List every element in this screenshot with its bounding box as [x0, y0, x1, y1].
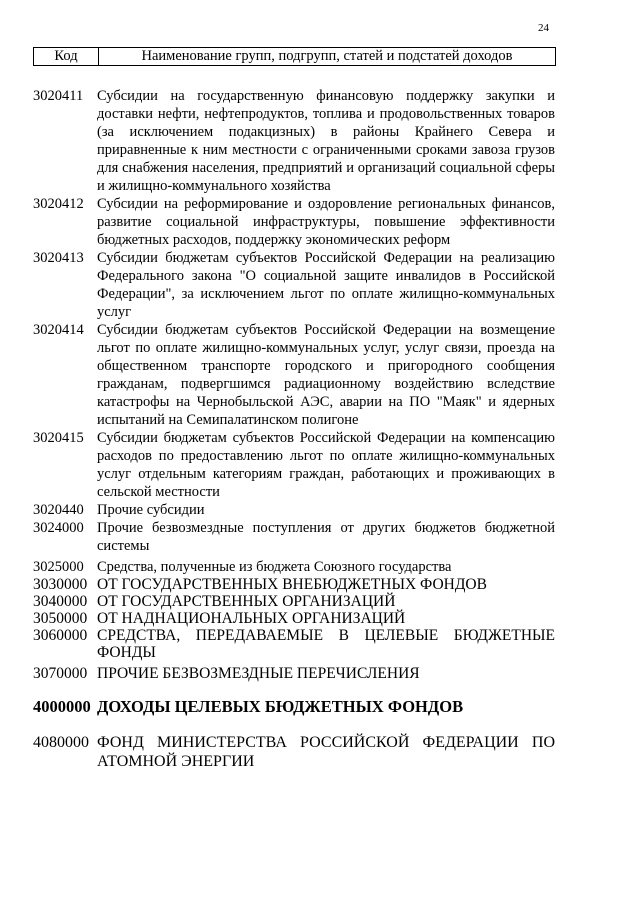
row-code: 3020413	[33, 250, 84, 266]
row-text: ФОНД МИНИСТЕРСТВА РОССИЙСКОЙ ФЕДЕРАЦИИ ПО АТОМНОЙ ЭНЕРГИИ	[97, 734, 555, 770]
row-text: Субсидии бюджетам субъектов Российской Федерации на компенсацию расходов по предоставлению льгот по оплате жилищно-коммунальных услуг отдельным категориям граждан, работающих и проживающих в сельской местности	[97, 430, 555, 500]
row-text: Прочие субсидии	[97, 502, 205, 518]
table-row	[33, 627, 555, 661]
table-row	[33, 733, 555, 771]
row-code: 3020412	[33, 196, 84, 212]
table-header	[33, 47, 556, 66]
table-row	[33, 519, 555, 555]
row-code: 3030000	[33, 576, 88, 593]
table-row	[33, 576, 555, 593]
table-row	[33, 249, 555, 321]
row-code: 3050000	[33, 610, 88, 627]
row-code: 4000000	[33, 697, 91, 716]
row-code: 3025000	[33, 559, 84, 575]
row-text: ОТ ГОСУДАРСТВЕННЫХ ОРГАНИЗАЦИЙ	[97, 593, 396, 610]
table-row	[33, 87, 555, 195]
table-row	[33, 558, 555, 576]
row-text: ПРОЧИЕ БЕЗВОЗМЕЗДНЫЕ ПЕРЕЧИСЛЕНИЯ	[97, 665, 420, 682]
page-number: 24	[538, 22, 549, 34]
income-classification-list	[33, 87, 555, 771]
table-row	[33, 593, 555, 610]
row-code: 3020411	[33, 88, 84, 104]
row-code: 3060000	[33, 627, 88, 644]
table-row	[33, 501, 555, 519]
row-text: ОТ НАДНАЦИОНАЛЬНЫХ ОРГАНИЗАЦИЙ	[97, 610, 406, 627]
row-text: ОТ ГОСУДАРСТВЕННЫХ ВНЕБЮДЖЕТНЫХ ФОНДОВ	[97, 576, 487, 593]
row-text: Прочие безвозмездные поступления от других бюджетов бюджетной системы	[97, 520, 555, 554]
row-text: Субсидии на государственную финансовую поддержку закупки и доставки нефти, нефтепродуктов, топлива и продовольственных товаров (за исключением подакцизных) в районы Крайнего Севера и приравненные к ним местности с ограниченными сроками завоза грузов для снабжения населения, предприятий и организаций социальной сферы и жилищно-коммунального хозяйства	[97, 88, 555, 194]
row-code: 3020414	[33, 322, 84, 338]
section-heading-row	[33, 697, 555, 716]
row-text: Средства, полученные из бюджета Союзного государства	[97, 559, 452, 575]
table-row	[33, 321, 555, 429]
row-code: 3020440	[33, 502, 84, 518]
row-text: ДОХОДЫ ЦЕЛЕВЫХ БЮДЖЕТНЫХ ФОНДОВ	[97, 697, 464, 716]
table-row	[33, 610, 555, 627]
row-code: 4080000	[33, 734, 89, 751]
header-code-column: Код	[34, 48, 99, 65]
table-row	[33, 195, 555, 249]
row-text: Субсидии бюджетам субъектов Российской Федерации на возмещение льгот по оплате жилищно-коммунальных услуг, услуг связи, проезда на общественном транспорте городского и пригородного сообщения гражданам, подвергшимся радиационному воздействию вследствие катастрофы на Чернобыльской АЭС, аварии на ПО "Маяк" и ядерных испытаний на Семипалатинском полигоне	[97, 322, 555, 428]
row-code: 3020415	[33, 430, 84, 446]
table-row	[33, 429, 555, 501]
table-row	[33, 665, 555, 682]
row-code: 3040000	[33, 593, 88, 610]
row-text: СРЕДСТВА, ПЕРЕДАВАЕМЫЕ В ЦЕЛЕВЫЕ БЮДЖЕТНЫЕ ФОНДЫ	[97, 627, 555, 661]
header-name-column: Наименование групп, подгрупп, статей и подстатей доходов	[141, 48, 513, 64]
row-text: Субсидии на реформирование и оздоровление региональных финансов, развитие социальной инфраструктуры, повышение эффективности бюджетных расходов, поддержку экономических реформ	[97, 196, 555, 248]
row-code: 3070000	[33, 665, 88, 682]
row-text: Субсидии бюджетам субъектов Российской Федерации на реализацию Федерального закона "О социальной защите инвалидов в Российской Федерации", за исключением льгот по оплате жилищно-коммунальных услуг	[97, 250, 555, 320]
row-code: 3024000	[33, 520, 84, 536]
